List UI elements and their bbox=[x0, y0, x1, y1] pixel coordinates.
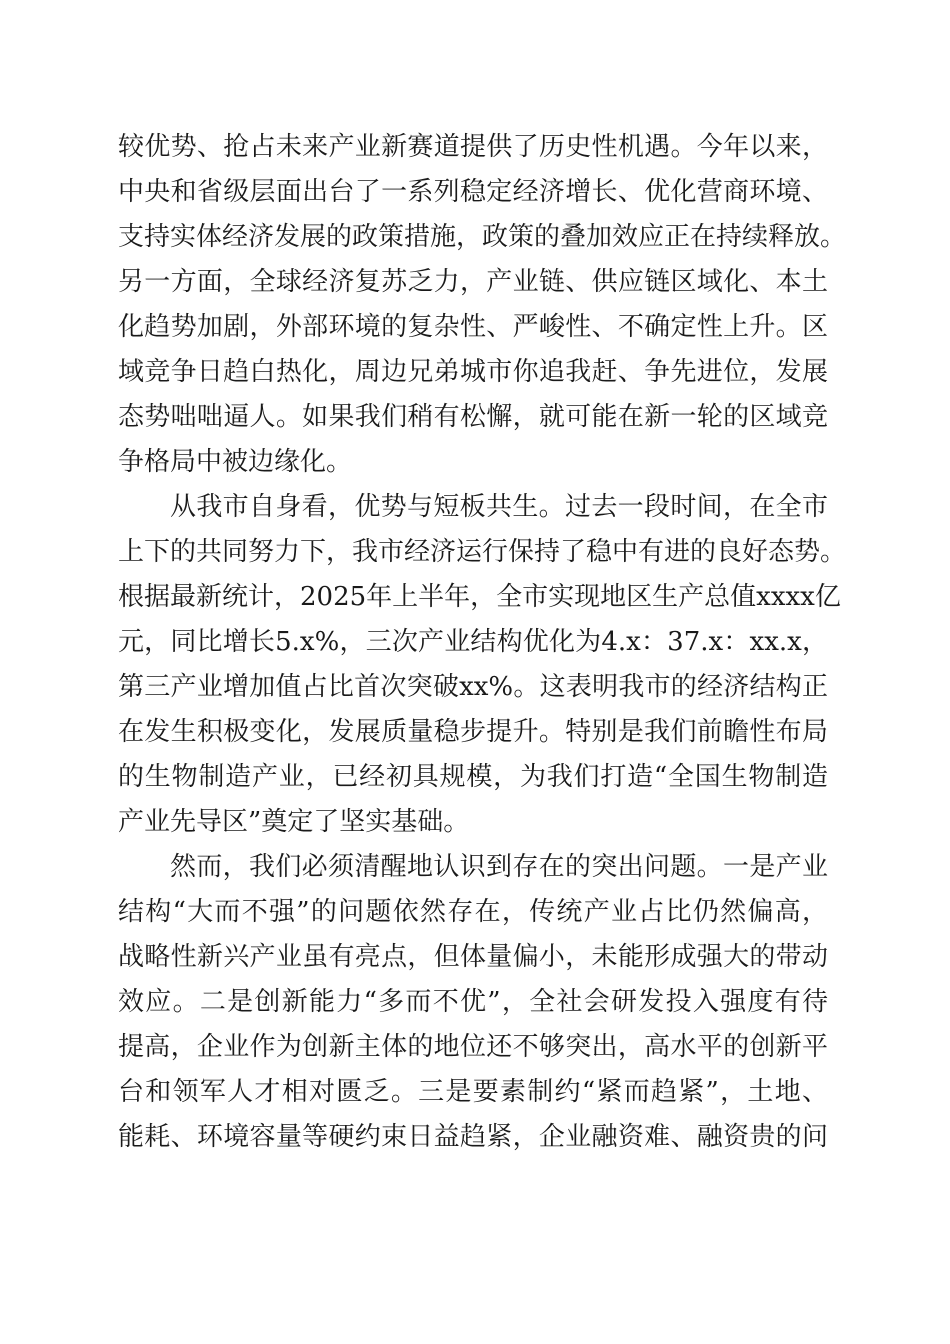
text-line: 支持实体经济发展的政策措施，政策的叠加效应正在持续释放。 bbox=[118, 222, 847, 252]
text-line: 战略性新兴产业虽有亮点，但体量偏小，未能形成强大的带动 bbox=[118, 942, 828, 972]
paragraph-1 bbox=[118, 125, 847, 485]
text-line: 上下的共同努力下，我市经济运行保持了稳中有进的良好态势。 bbox=[118, 537, 847, 567]
text-line: 提高，企业作为创新主体的地位还不够突出，高水平的创新平 bbox=[118, 1032, 828, 1062]
text-line: 能耗、环境容量等硬约束日益趋紧，企业融资难、融资贵的问 bbox=[118, 1122, 828, 1152]
text-line: 第三产业增加值占比首次突破xx%。这表明我市的经济结构正 bbox=[118, 672, 828, 702]
paragraph-3 bbox=[118, 845, 828, 1160]
text-line: 台和领军人才相对匮乏。三是要素制约“紧而趋紧”，土地、 bbox=[118, 1077, 828, 1107]
text-line: 中央和省级层面出台了一系列稳定经济增长、优化营商环境、 bbox=[118, 177, 828, 207]
text-line: 的生物制造产业，已经初具规模，为我们打造“全国生物制造 bbox=[118, 762, 828, 792]
paragraph-2 bbox=[118, 485, 847, 845]
text-line: 效应。二是创新能力“多而不优”，全社会研发投入强度有待 bbox=[118, 987, 828, 1017]
text-line: 元，同比增长5.x%，三次产业结构优化为4.x：37.x：xx.x， bbox=[118, 627, 828, 657]
text-line: 另一方面，全球经济复苏乏力，产业链、供应链区域化、本土 bbox=[118, 267, 828, 297]
text-line: 在发生积极变化，发展质量稳步提升。特别是我们前瞻性布局 bbox=[118, 717, 828, 747]
text-line: 产业先导区”奠定了坚实基础。 bbox=[118, 807, 470, 837]
text-line: 根据最新统计，2025年上半年，全市实现地区生产总值xxxx亿 bbox=[118, 582, 841, 612]
text-line: 从我市自身看，优势与短板共生。过去一段时间，在全市 bbox=[170, 492, 828, 522]
text-line: 结构“大而不强”的问题依然存在，传统产业占比仍然偏高， bbox=[118, 897, 828, 927]
text-line: 化趋势加剧，外部环境的复杂性、严峻性、不确定性上升。区 bbox=[118, 312, 828, 342]
body-text bbox=[118, 125, 847, 1160]
text-line: 态势咄咄逼人。如果我们稍有松懈，就可能在新一轮的区域竞 bbox=[118, 402, 828, 432]
text-line: 争格局中被边缘化。 bbox=[118, 447, 353, 477]
text-line: 域竞争日趋白热化，周边兄弟城市你追我赶、争先进位，发展 bbox=[118, 357, 828, 387]
text-line: 然而，我们必须清醒地认识到存在的突出问题。一是产业 bbox=[170, 852, 828, 882]
text-line: 较优势、抢占未来产业新赛道提供了历史性机遇。今年以来， bbox=[118, 132, 828, 162]
